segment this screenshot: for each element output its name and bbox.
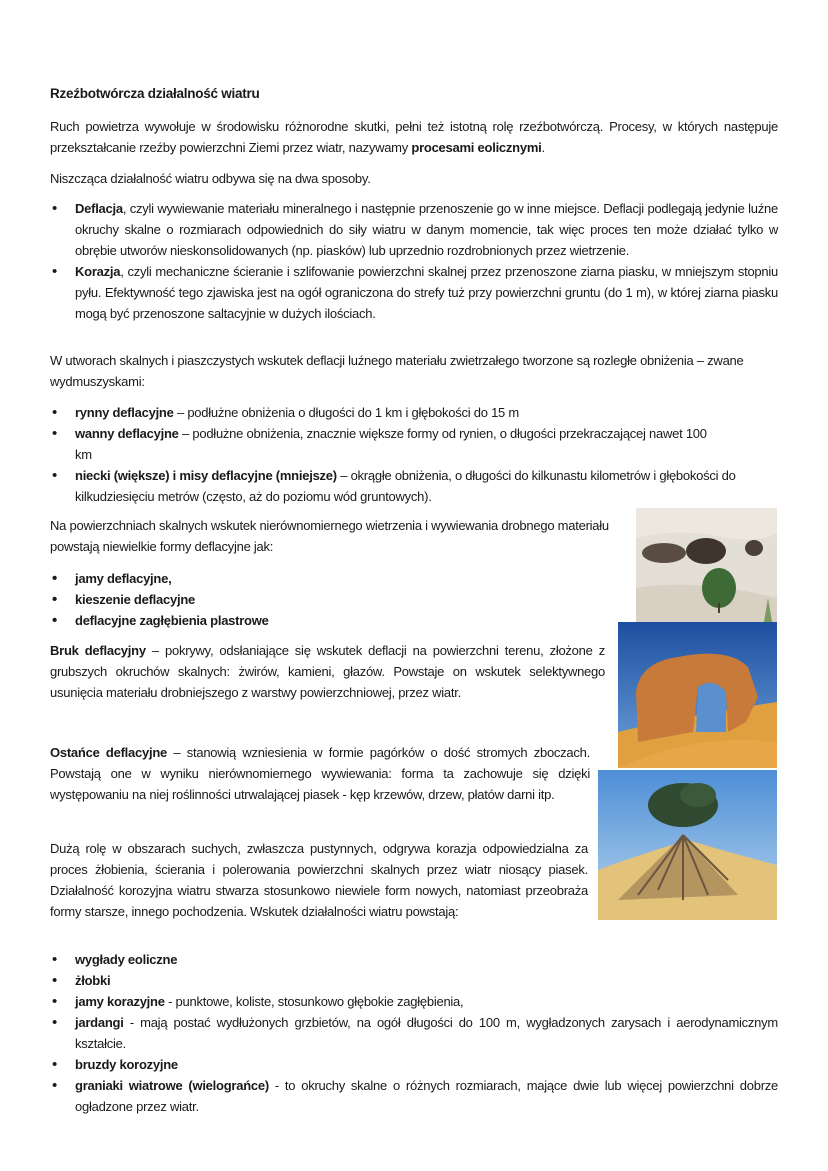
list-item: • deflacyjne zagłębienia plastrowe — [50, 610, 590, 631]
list-item — [50, 1075, 778, 1117]
term: wygłady eoliczne — [75, 952, 178, 967]
intro-text: Ruch powietrza wywołuje w środowisku różnorodne skutki, pełni też istotną rolę rzeźbotwórczą. Procesy, w których następuje przekształcanie rzeźby powierzchni Ziemi przez wiatr, nazywamy — [50, 119, 778, 155]
list-item — [50, 423, 778, 465]
list-item — [50, 970, 778, 991]
desc: – pokrywy, odsłaniające się wskutek deflacji na powierzchni terenu, złożone z grubszych okruchów skalnych: żwirów, kamieni, głazów. Powstaje on wskutek selektywnego usunięcia materiału drobniejszego z warstwy powierzchniowej, przez wiatr. — [50, 643, 605, 700]
desc: – okrągłe obniżenia, o długości do kilkunastu kilometrów i głębokości do kilkudziesięciu metrów (często, aż do poziomu wód gruntowych). — [75, 468, 736, 504]
list-item — [50, 261, 778, 324]
intro-bold: procesami eolicznymi — [411, 140, 542, 155]
photo-deflation-hollows — [636, 508, 777, 622]
desc: – podłużne obniżenia, znacznie większe formy od rynien, o długości przekraczającej nawet 100 km — [75, 426, 707, 462]
list-item: • jamy deflacyjne, — [50, 568, 590, 589]
list-item: • kieszenie deflacyjne — [50, 589, 590, 610]
list-item — [50, 949, 778, 970]
list-item — [50, 1054, 778, 1075]
desc: - punktowe, koliste, stosunkowo głębokie zagłębienia, — [164, 994, 464, 1009]
term: jardangi — [75, 1015, 124, 1030]
term: niecki (większe) i misy deflacyjne (mniejsze) — [75, 468, 337, 483]
ways-list — [50, 198, 778, 324]
korazja-paragraph: Dużą rolę w obszarach suchych, zwłaszcza pustynnych, odgrywa korazja odpowiedzialna za proces żłobienia, ścierania i polerowania powierzchni skalnych przez wiatr niosący piasek. Działalność korozyjna wiatru stwarza stosunkowo niewiele form nowych, natomiast przeobraża formy starsze, innego pochodzenia. Wskutek działalności wiatru powstają: — [50, 841, 588, 919]
intro-end: . — [541, 140, 545, 155]
photo-rock-arch — [618, 622, 777, 768]
list-item — [50, 198, 778, 261]
hollows-intro: W utworach skalnych i piaszczystych wskutek deflacji luźnego materiału zwietrzałego tworzone są rozległe obniżenia – zwane wydmuszyskami: — [50, 353, 744, 389]
term: Bruk deflacyjny — [50, 643, 146, 658]
korazja-forms-list — [50, 949, 778, 1117]
term: wanny deflacyjne — [75, 426, 179, 441]
list-item — [50, 402, 778, 423]
desc: – stanowią wzniesienia w formie pagórków o dość stromych zboczach. Powstają one w wyniku nierównomiernego wywiewania: forma ta zachowuje się dzięki występowaniu na niej roślinności utrwalającej piasek - kęp krzewów, drzew, płatów darni itp. — [50, 745, 591, 802]
small-forms-list — [50, 568, 590, 631]
intro-paragraph — [50, 116, 778, 158]
desc: , czyli wywiewanie materiału mineralnego i następnie przenoszenie go w inne miejsce. Deflacji podlegają jedynie luźne okruchy skalne o rozmiarach odpowiednich do siły wiatru w danym momencie, tak więc proces ten może działać tylko w obrębie utworów nieskonsolidowanych (np. piasków) lub uprzednio rozdrobnionych przez wietrzenie. — [75, 201, 778, 258]
desc: , czyli mechaniczne ścieranie i szlifowanie powierzchni skalnej przez przenoszone ziarna piasku, w mniejszym stopniu pyłu. Efektywność tego zjawiska jest na ogół ograniczona do strefy tuż przy powierzchni gruntu (do 1 m), w której ziarna piasku mogą być przenoszone saltacyjnie w dużych ilościach. — [75, 264, 778, 321]
desc: - mają postać wydłużonych grzbietów, na ogół długości do 100 m, wygładzonych zarysach i aerodynamicznym kształcie. — [75, 1015, 778, 1051]
destructive-intro: Niszcząca działalność wiatru odbywa się na dwa sposoby. — [50, 171, 371, 186]
term: rynny deflacyjne — [75, 405, 174, 420]
term: Korazja — [75, 264, 121, 279]
term: jamy korazyjne — [75, 994, 165, 1009]
list-item — [50, 465, 778, 507]
ostance-paragraph — [50, 742, 590, 805]
desc: - to okruchy skalne o różnych rozmiarach, mające dwie lub więcej powierzchni dobrze ogładzone przez wiatr. — [75, 1078, 779, 1114]
bruk-paragraph — [50, 640, 605, 703]
list-item — [50, 1012, 778, 1054]
term: bruzdy korozyjne — [75, 1057, 178, 1072]
hollows-list — [50, 402, 778, 507]
term: graniaki wiatrowe (wielograńce) — [75, 1078, 269, 1093]
desc: – podłużne obniżenia o długości do 1 km i głębokości do 15 m — [173, 405, 519, 420]
term: Deflacja — [75, 201, 123, 216]
term: żłobki — [75, 973, 111, 988]
photo-tree-remnant — [598, 770, 777, 920]
small-forms-intro: Na powierzchniach skalnych wskutek nierównomiernego wietrzenia i wywiewania drobnego materiału powstają niewielkie formy deflacyjne jak: — [50, 518, 609, 554]
list-item — [50, 991, 778, 1012]
page-title: Rzeźbotwórcza działalność wiatru — [50, 86, 260, 101]
term: Ostańce deflacyjne — [50, 745, 168, 760]
